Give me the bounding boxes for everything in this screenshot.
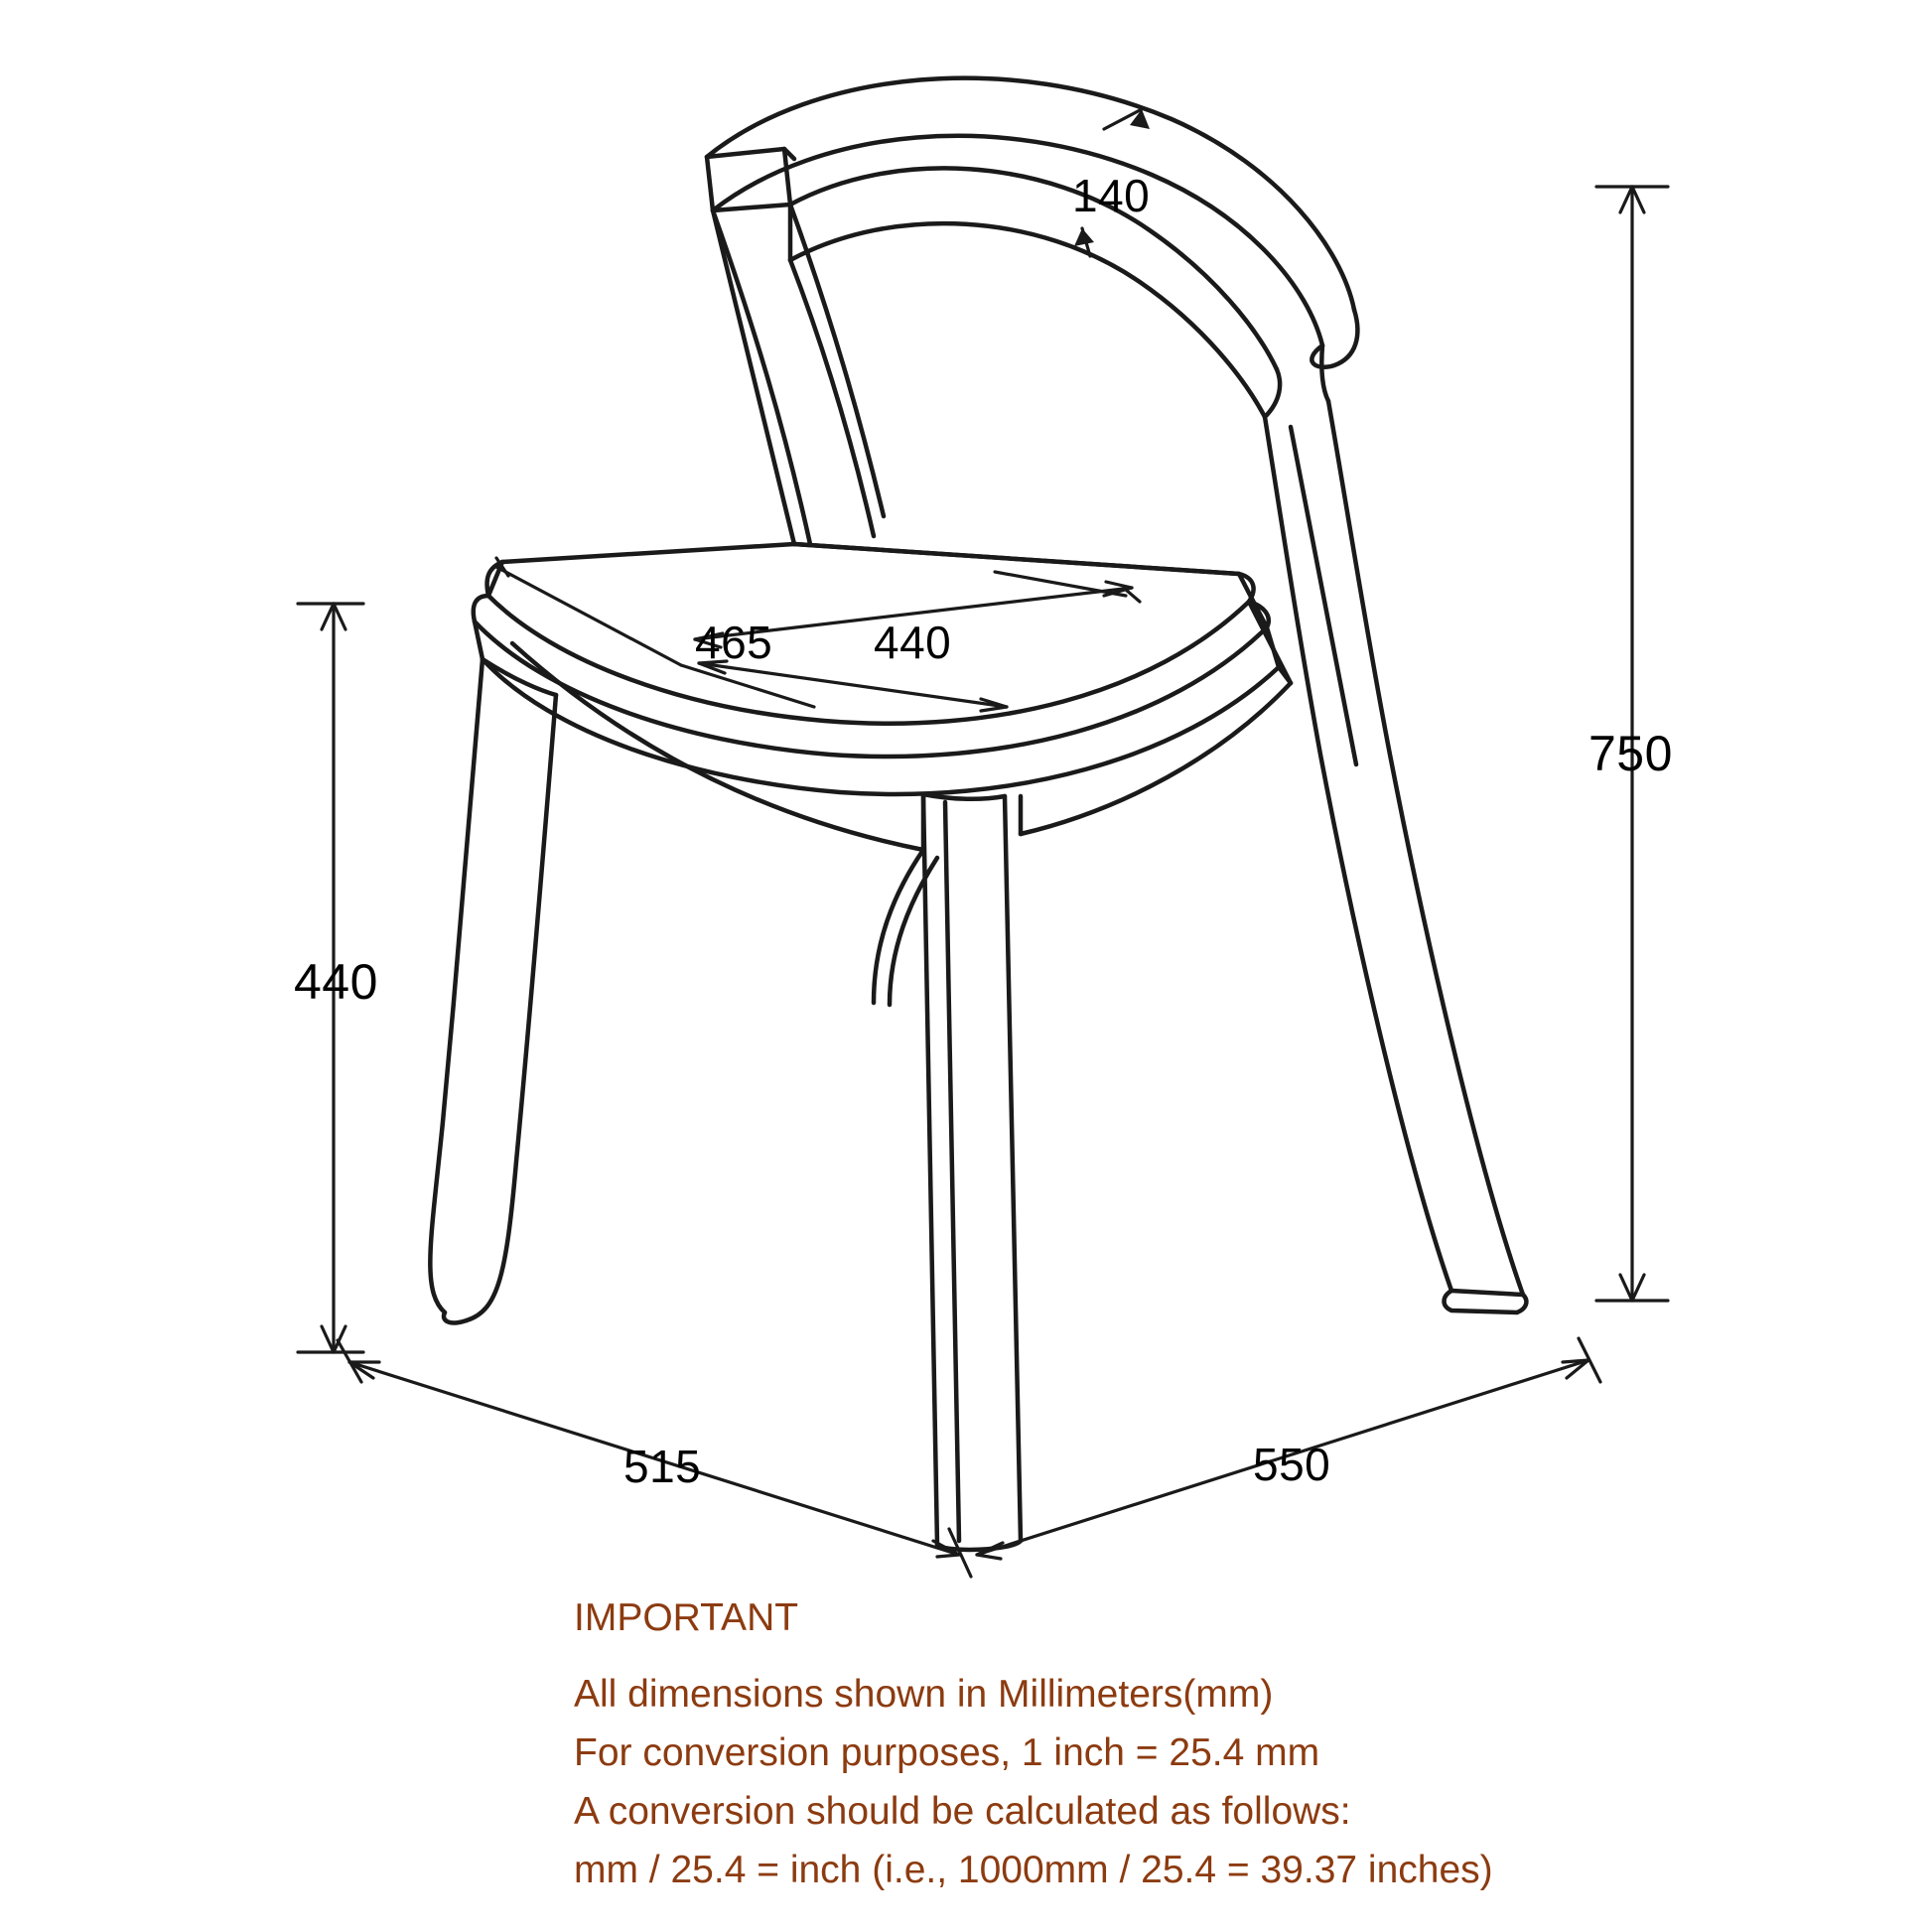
chair-back-left-stile [713, 210, 794, 544]
chair-front-left-leg [430, 659, 556, 1322]
notes-line-1: All dimensions shown in Millimeters(mm) [574, 1673, 1274, 1716]
chair-back-right-post [1265, 401, 1526, 1312]
notes-title: IMPORTANT [574, 1596, 799, 1639]
dim-label-overall-height: 750 [1588, 726, 1673, 781]
dim-label-seat-height: 440 [294, 954, 378, 1010]
important-notes [574, 1588, 1606, 1899]
notes-line-3: A conversion should be calculated as follows: [574, 1790, 1351, 1833]
notes-line-4: mm / 25.4 = inch (i.e., 1000mm / 25.4 = 39.37 inches) [574, 1849, 1493, 1891]
dim-lines-seat [494, 558, 1140, 711]
chair-front-right-leg [923, 794, 1021, 1550]
dim-label-backrest-width: 140 [1072, 170, 1151, 221]
dim-label-seat-depth: 465 [695, 617, 773, 668]
chair-side-stretcher [512, 643, 1291, 1005]
chair-rear-rail [1239, 574, 1291, 683]
notes-line-2: For conversion purposes, 1 inch = 25.4 mm [574, 1731, 1320, 1774]
dim-label-overall-depth: 515 [623, 1441, 702, 1492]
dim-label-overall-width: 550 [1253, 1439, 1331, 1490]
dim-label-seat-width: 440 [874, 617, 952, 668]
